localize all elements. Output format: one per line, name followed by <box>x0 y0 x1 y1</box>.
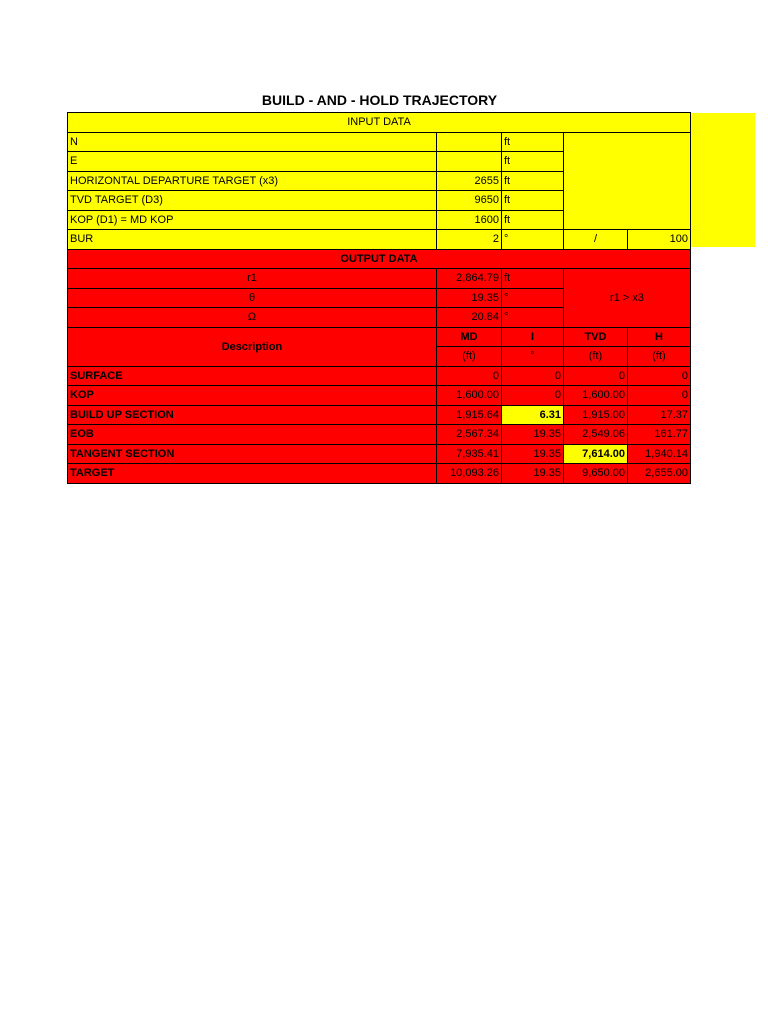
param-value: 2,864.79 <box>437 269 502 289</box>
row-description: TANGENT SECTION <box>68 444 437 464</box>
input-label: KOP (D1) = MD KOP <box>68 210 437 230</box>
yellow-fill-block <box>691 113 755 247</box>
h-cell: 161.77 <box>628 425 691 445</box>
row-description: TARGET <box>68 464 437 484</box>
i-cell: 0 <box>502 386 564 406</box>
input-value-cell[interactable]: 9650 <box>437 191 502 211</box>
condition-cell: r1 > x3 <box>564 269 691 328</box>
bur-separator: / <box>564 230 628 250</box>
tvd-cell: 0 <box>564 366 628 386</box>
md-header: MD <box>437 327 502 347</box>
sheet-title: BUILD - AND - HOLD TRAJECTORY <box>261 92 498 108</box>
input-row-n <box>68 132 691 152</box>
i-cell: 19.35 <box>502 425 564 445</box>
i-cell: 19.35 <box>502 444 564 464</box>
tvd-cell: 1,600.00 <box>564 386 628 406</box>
input-blank-block <box>564 132 691 230</box>
input-label: BUR <box>68 230 437 250</box>
i-header: I <box>502 327 564 347</box>
md-cell: 7,935.41 <box>437 444 502 464</box>
tvd-cell: 1,915.00 <box>564 405 628 425</box>
h-cell: 0 <box>628 386 691 406</box>
table-row <box>68 444 691 464</box>
table-row <box>68 464 691 484</box>
h-cell: 17.37 <box>628 405 691 425</box>
tvd-header: TVD <box>564 327 628 347</box>
trajectory-table <box>67 112 691 484</box>
param-label: Ω <box>68 308 437 328</box>
param-row-r1 <box>68 269 691 289</box>
tvd-cell: 9,650.00 <box>564 464 628 484</box>
row-description: BUILD UP SECTION <box>68 405 437 425</box>
i-cell: 0 <box>502 366 564 386</box>
param-label: θ <box>68 288 437 308</box>
input-label: E <box>68 152 437 172</box>
i-unit: ° <box>502 347 564 367</box>
input-value-cell[interactable] <box>437 132 502 152</box>
description-header: Description <box>68 327 437 366</box>
param-unit: ft <box>502 269 564 289</box>
md-cell: 0 <box>437 366 502 386</box>
input-unit: ft <box>502 210 564 230</box>
table-row <box>68 405 691 425</box>
row-description: KOP <box>68 386 437 406</box>
row-description: SURFACE <box>68 366 437 386</box>
column-header-row <box>68 327 691 347</box>
md-cell: 2,567.34 <box>437 425 502 445</box>
tvd-cell: 2,549.06 <box>564 425 628 445</box>
table-row <box>68 366 691 386</box>
input-unit: ft <box>502 191 564 211</box>
h-cell: 1,940.14 <box>628 444 691 464</box>
h-unit: (ft) <box>628 347 691 367</box>
row-description: EOB <box>68 425 437 445</box>
input-value-cell[interactable]: 2 <box>437 230 502 250</box>
tvd-cell-highlight: 7,614.00 <box>564 444 628 464</box>
table-row <box>68 386 691 406</box>
table-row <box>68 425 691 445</box>
input-data-header: INPUT DATA <box>68 113 691 133</box>
md-cell: 10,093.26 <box>437 464 502 484</box>
input-unit: ft <box>502 171 564 191</box>
input-value-cell[interactable]: 1600 <box>437 210 502 230</box>
md-unit: (ft) <box>437 347 502 367</box>
input-unit: ft <box>502 152 564 172</box>
i-cell: 19.35 <box>502 464 564 484</box>
input-unit: ° <box>502 230 564 250</box>
param-unit: ° <box>502 288 564 308</box>
param-value: 19.35 <box>437 288 502 308</box>
input-unit: ft <box>502 132 564 152</box>
h-cell: 2,655.00 <box>628 464 691 484</box>
input-row-bur <box>68 230 691 250</box>
input-label: HORIZONTAL DEPARTURE TARGET (x3) <box>68 171 437 191</box>
md-cell: 1,600.00 <box>437 386 502 406</box>
bur-per-cell[interactable]: 100 <box>628 230 691 250</box>
param-unit: ° <box>502 308 564 328</box>
input-label: TVD TARGET (D3) <box>68 191 437 211</box>
h-header: H <box>628 327 691 347</box>
input-value-cell[interactable] <box>437 152 502 172</box>
input-label: N <box>68 132 437 152</box>
tvd-unit: (ft) <box>564 347 628 367</box>
output-data-header: OUTPUT DATA <box>68 249 691 269</box>
i-cell-highlight: 6.31 <box>502 405 564 425</box>
param-label: r1 <box>68 269 437 289</box>
input-value-cell[interactable]: 2655 <box>437 171 502 191</box>
md-cell: 1,915.64 <box>437 405 502 425</box>
param-value: 20.84 <box>437 308 502 328</box>
h-cell: 0 <box>628 366 691 386</box>
